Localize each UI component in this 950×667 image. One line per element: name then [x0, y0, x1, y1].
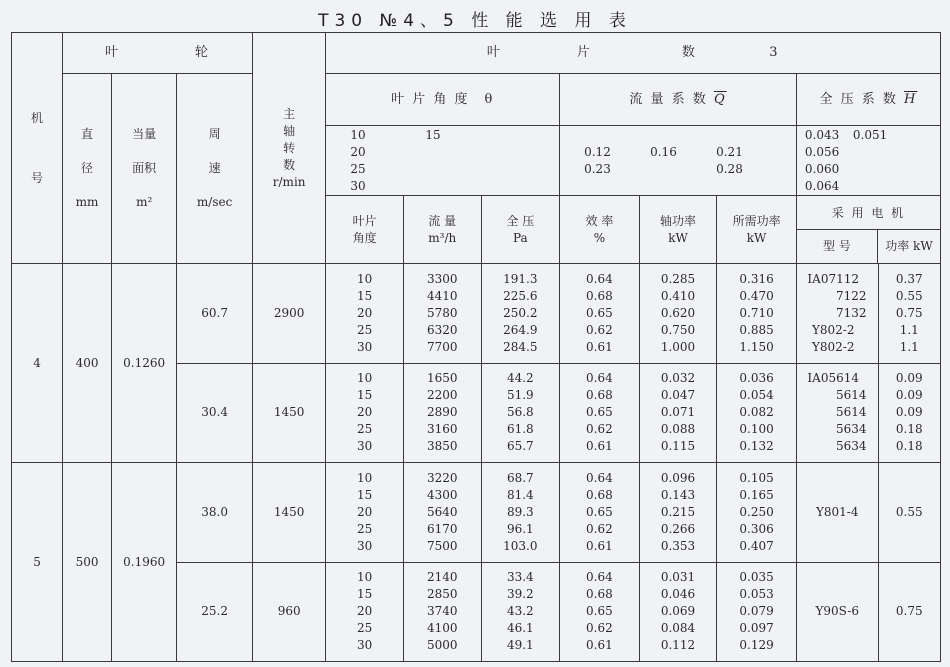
coef-row: [805, 161, 937, 195]
coef-value: 0.16: [650, 144, 677, 159]
header-yepianshu: [326, 33, 941, 74]
cell-zhousu: 38.0: [177, 463, 253, 562]
coef-value: 20: [350, 144, 366, 159]
cell-eff-value: 0.61: [586, 439, 613, 454]
header-jiaodu: 叶 片 角 度 θ: [326, 73, 560, 126]
cell-eff-value: 0.64: [586, 371, 613, 386]
cell-flow-value: 5780: [426, 306, 458, 320]
cell-eff: [560, 463, 640, 562]
cell-shaft-value: 0.088: [660, 422, 696, 437]
cell-req-value: 0.470: [739, 289, 774, 303]
cell-angle-value: 15: [357, 487, 373, 502]
cell-shaft-value: 0.215: [660, 504, 696, 519]
cell-flow-value: 4100: [426, 621, 458, 636]
coef-value: 0.051: [852, 127, 888, 142]
cell-req-value: 0.250: [739, 504, 774, 519]
cell-angle-value: 25: [357, 621, 373, 636]
cell-motor-kw: 0.55: [878, 463, 940, 562]
cell-jihao: 5: [12, 463, 63, 662]
dianji-label: 采 用 电 机: [797, 197, 940, 230]
zhousu-line: 周: [208, 127, 221, 142]
cell-angle-value: 10: [357, 570, 373, 585]
performance-table: [11, 32, 941, 662]
cell-shaft-value: 0.047: [660, 388, 696, 403]
cell-pressure-value: 39.2: [506, 587, 534, 602]
xinghao-label: 型 号: [797, 230, 878, 263]
cell-shaft-value: 0.410: [660, 289, 696, 303]
cell-flow-value: 4300: [426, 487, 458, 502]
cell-eff-value: 0.62: [586, 621, 613, 636]
cell-flow-value: 3850: [426, 439, 458, 454]
cell-shaft-value: 0.069: [660, 604, 696, 619]
cell-motor-value: 7122: [836, 289, 867, 303]
coef-row: [805, 127, 937, 161]
cell-motor-value: Y802-2: [811, 340, 855, 354]
cell-pressure-value: 89.3: [506, 504, 534, 519]
cell-motor-value: 5634: [836, 422, 867, 437]
cell-flow-value: 2850: [426, 587, 458, 602]
coef-value: 25: [350, 161, 366, 176]
cell-flow-value: 3220: [426, 470, 458, 485]
cell-pressure-value: 56.8: [506, 405, 534, 420]
cell-pressure: [481, 562, 560, 661]
cell-pressure-value: 44.2: [506, 371, 534, 386]
col-zhougonglv: [639, 196, 717, 264]
cell-req-value: 0.132: [739, 439, 774, 454]
coef-row: [350, 127, 556, 161]
cell-req-value: 0.036: [739, 371, 774, 386]
cell-zhuanshu: 1450: [252, 463, 325, 562]
cell-mianji: 0.1960: [112, 463, 177, 662]
cell-shaft: [639, 363, 717, 462]
zhuanshu-line: r/min: [272, 174, 306, 189]
cell-shaft-value: 0.096: [660, 470, 696, 485]
cell-motor-kw-value: 0.09: [895, 405, 923, 420]
header-jihao: [12, 33, 63, 264]
cell-motor-kw-value: 1.1: [899, 323, 919, 337]
cell-motor-kw-value: 0.09: [895, 371, 923, 386]
cell-angle-value: 10: [357, 470, 373, 485]
cell-angle-value: 20: [357, 604, 373, 619]
zhijing-line: 直: [81, 127, 94, 142]
cell-angle: [326, 463, 404, 562]
cell-flow-value: 3160: [426, 422, 458, 437]
zhousu-line: m/sec: [196, 195, 233, 210]
cell-shaft-value: 0.115: [660, 439, 696, 454]
cell-shaft-value: 1.000: [660, 340, 696, 354]
col-dianji: [796, 196, 940, 264]
cell-eff-value: 0.68: [586, 289, 613, 303]
zhuanshu-line: 数: [283, 157, 296, 172]
header-yelun: 叶 轮: [63, 33, 253, 74]
cell-shaft-value: 0.071: [660, 405, 696, 420]
cell-angle-value: 10: [357, 272, 373, 286]
cell-req-value: 0.129: [739, 638, 774, 653]
cell-zhuanshu: 2900: [252, 264, 325, 363]
cell-motor: Y90S-6: [796, 562, 878, 661]
cell-motor-value: 5614: [836, 405, 867, 420]
cell-pressure-value: 103.0: [503, 538, 538, 553]
coef-value: 0.043: [804, 127, 840, 142]
cell-motor-value: IA07112: [807, 272, 860, 286]
cell-shaft: [639, 562, 717, 661]
quanya-xishu-label: 全 压 系 数: [819, 91, 898, 107]
cell-motor-kw-value: 0.09: [895, 388, 923, 403]
cell-angle: [326, 264, 404, 363]
cell-angle-value: 15: [357, 587, 373, 602]
coef-value: 15: [425, 127, 441, 142]
cell-angle-value: 20: [357, 306, 373, 320]
col-liuliang: [403, 196, 481, 264]
mianji-line: m²: [136, 195, 153, 210]
col-jiaodu-line: 叶片: [352, 213, 377, 228]
liuliang-xishu-label: 流 量 系 数: [629, 91, 708, 107]
col-quanya: [481, 196, 560, 264]
cell-eff-value: 0.61: [586, 538, 613, 553]
cell-flow-value: 3740: [426, 604, 458, 619]
cell-flow-value: 2140: [426, 570, 458, 585]
cell-eff-value: 0.62: [586, 521, 613, 536]
cell-pressure-value: 43.2: [506, 604, 534, 619]
cell-flow-value: 2200: [426, 388, 458, 403]
cell-angle-value: 30: [357, 439, 373, 454]
cell-req-value: 0.407: [739, 538, 774, 553]
table-body: [12, 264, 941, 662]
cell-shaft-value: 0.084: [660, 621, 696, 636]
col-jiaodu: [326, 196, 404, 264]
cell-flow-value: 7700: [426, 340, 458, 354]
cell-req: [717, 562, 797, 661]
cell-motor-kw: [878, 264, 940, 363]
page-title: T30 №4、5 性 能 选 用 表: [318, 11, 632, 31]
cell-pressure: [481, 363, 560, 462]
col-xiaolv: [560, 196, 640, 264]
cell-zhousu: 25.2: [177, 562, 253, 661]
cell-pressure-value: 96.1: [506, 521, 534, 536]
col-zhougonglv-line: 轴功率: [659, 213, 696, 228]
cell-eff: [560, 264, 640, 363]
cell-motor-kw: 0.75: [878, 562, 940, 661]
cell-flow-value: 1650: [426, 371, 458, 386]
yepianshu-label: 叶 片 数: [486, 45, 697, 61]
col-suoxu: [717, 196, 797, 264]
cell-zhuanshu: 1450: [252, 363, 325, 462]
zhousu-line: 速: [208, 161, 221, 176]
cell-req-value: 0.097: [739, 621, 774, 636]
cell-shaft-value: 0.143: [660, 487, 696, 502]
zhijing-line: mm: [75, 195, 99, 210]
cell-angle-value: 10: [357, 371, 373, 386]
cell-shaft-value: 0.046: [660, 587, 696, 602]
cell-motor-value: Y802-2: [811, 323, 855, 337]
cell-shaft-value: 0.032: [660, 371, 696, 386]
cell-angle-value: 25: [357, 521, 373, 536]
cell-angle: [326, 562, 404, 661]
table-row: [12, 264, 941, 363]
cell-flow: [403, 363, 481, 462]
coef-row: [584, 161, 793, 178]
cell-zhousu: 30.4: [177, 363, 253, 462]
cell-motor-kw-value: 0.55: [895, 289, 923, 303]
cell-pressure: [481, 264, 560, 363]
zhuanshu-line: 主: [283, 106, 296, 121]
cell-shaft: [639, 463, 717, 562]
cell-zhuanshu: 960: [252, 562, 325, 661]
cell-angle-value: 20: [357, 405, 373, 420]
header-zhijing: [63, 73, 112, 264]
cell-pressure-value: 250.2: [503, 306, 538, 320]
cell-eff-value: 0.65: [586, 604, 613, 619]
cell-flow-value: 6320: [426, 323, 458, 337]
cell-angle-value: 15: [357, 388, 373, 403]
cell-motor-kw-value: 0.18: [895, 422, 923, 437]
yepianshu-value: 3: [769, 45, 780, 61]
cell-motor-kw-value: 0.18: [895, 439, 923, 454]
cell-flow-value: 6170: [426, 521, 458, 536]
col-liuliang-line: 流 量: [428, 213, 457, 228]
coef-value: 30: [350, 178, 366, 193]
cell-eff-value: 0.62: [586, 323, 613, 337]
coef-flow: [560, 126, 797, 196]
cell-eff-value: 0.65: [586, 405, 613, 420]
cell-angle-value: 25: [357, 422, 373, 437]
cell-motor-kw-value: 0.37: [895, 272, 923, 286]
col-liuliang-line: m³/h: [428, 230, 457, 245]
cell-eff-value: 0.61: [586, 340, 613, 354]
cell-zhousu: 60.7: [177, 264, 253, 363]
cell-flow-value: 5640: [426, 504, 458, 519]
col-xiaolv-line: %: [593, 230, 606, 245]
cell-motor-kw: [878, 363, 940, 462]
mianji-line: 面积: [132, 161, 157, 176]
cell-motor-value: 7132: [836, 306, 867, 320]
cell-req-value: 0.105: [739, 470, 774, 485]
cell-req-value: 0.306: [739, 521, 774, 536]
coef-value: 0.21: [716, 144, 743, 159]
cell-flow-value: 7500: [426, 538, 458, 553]
cell-pressure: [481, 463, 560, 562]
col-suoxu-line: 所需功率: [732, 213, 781, 228]
cell-motor: [796, 363, 878, 462]
coef-row: [584, 144, 793, 161]
zhuanshu-line: 轴: [283, 123, 296, 138]
cell-shaft-value: 0.031: [660, 570, 696, 585]
cell-flow-value: 2890: [426, 405, 458, 420]
cell-eff-value: 0.65: [586, 306, 613, 320]
coef-row: [350, 161, 556, 195]
cell-req-value: 0.079: [739, 604, 774, 619]
cell-flow-value: 3300: [426, 272, 458, 286]
cell-pressure-value: 51.9: [506, 388, 534, 403]
cell-motor-value: 5634: [836, 439, 867, 454]
cell-pressure-value: 49.1: [506, 638, 534, 653]
cell-eff: [560, 562, 640, 661]
cell-eff-value: 0.64: [586, 272, 613, 286]
cell-pressure-value: 61.8: [506, 422, 534, 437]
col-jiaodu-line: 角度: [352, 230, 377, 245]
cell-eff-value: 0.68: [586, 388, 613, 403]
cell-angle-value: 30: [357, 340, 373, 354]
cell-shaft-value: 0.750: [660, 323, 696, 337]
cell-req: [717, 363, 797, 462]
cell-angle-value: 30: [357, 538, 373, 553]
cell-motor-value: 5614: [836, 388, 867, 403]
cell-angle: [326, 363, 404, 462]
cell-req-value: 0.035: [739, 570, 774, 585]
header-mianji: [112, 73, 177, 264]
cell-flow-value: 5000: [426, 638, 458, 653]
cell-eff-value: 0.68: [586, 587, 613, 602]
cell-eff: [560, 363, 640, 462]
cell-angle-value: 15: [357, 289, 373, 303]
cell-req: [717, 264, 797, 363]
cell-zhijing: 400: [63, 264, 112, 463]
cell-shaft-value: 0.285: [660, 272, 696, 286]
coef-value: 0.060: [804, 161, 840, 176]
cell-motor: [796, 264, 878, 363]
cell-eff-value: 0.62: [586, 422, 613, 437]
cell-eff-value: 0.65: [586, 504, 613, 519]
cell-motor-kw-value: 0.75: [895, 306, 923, 320]
cell-angle-value: 25: [357, 323, 373, 337]
cell-req-value: 0.710: [739, 306, 774, 320]
coef-value: 0.056: [804, 144, 840, 159]
cell-shaft-value: 0.353: [660, 538, 696, 553]
cell-eff-value: 0.64: [586, 470, 613, 485]
cell-shaft-value: 0.266: [660, 521, 696, 536]
cell-eff-value: 0.61: [586, 638, 613, 653]
jihao-line: 号: [31, 171, 44, 186]
liuliang-symbol: $\overline{Q}$: [713, 91, 727, 107]
cell-motor-value: IA05614: [807, 371, 860, 386]
cell-req-value: 0.100: [739, 422, 774, 437]
cell-flow: [403, 264, 481, 363]
cell-shaft-value: 0.620: [660, 306, 696, 320]
col-suoxu-line: kW: [746, 230, 767, 245]
cell-angle-value: 30: [357, 638, 373, 653]
cell-motor: Y801-4: [796, 463, 878, 562]
cell-req-value: 0.885: [739, 323, 774, 337]
cell-pressure-value: 68.7: [506, 470, 534, 485]
col-quanya-line: Pa: [512, 230, 528, 245]
cell-flow: [403, 562, 481, 661]
coef-value: 0.23: [584, 161, 611, 176]
header-liuliang-xishu: [560, 73, 797, 126]
cell-pressure-value: 81.4: [506, 487, 534, 502]
cell-pressure-value: 284.5: [503, 340, 538, 354]
gonglv-label: 功率 kW: [885, 238, 933, 253]
cell-req-value: 0.316: [739, 272, 774, 286]
coef-value: 10: [350, 127, 366, 142]
cell-shaft-value: 0.112: [660, 638, 696, 653]
cell-pressure-value: 46.1: [506, 621, 534, 636]
cell-pressure-value: 264.9: [503, 323, 538, 337]
col-zhougonglv-line: kW: [668, 230, 688, 245]
cell-flow-value: 4410: [426, 289, 458, 303]
col-xiaolv-line: 效 率: [585, 213, 614, 228]
cell-req-value: 0.054: [739, 388, 774, 403]
mianji-line: 当量: [132, 127, 157, 142]
cell-pressure-value: 65.7: [506, 439, 534, 454]
cell-req-value: 0.053: [739, 587, 774, 602]
cell-req-value: 1.150: [739, 340, 774, 354]
col-quanya-line: 全 压: [506, 213, 535, 228]
quanya-symbol: $\overline{H}$: [904, 91, 918, 107]
zhijing-line: 径: [81, 161, 94, 176]
cell-jihao: 4: [12, 264, 63, 463]
cell-angle-value: 20: [357, 504, 373, 519]
cell-req-value: 0.082: [739, 405, 774, 420]
jihao-line: 机: [31, 111, 44, 126]
cell-motor-kw-value: 1.1: [899, 340, 919, 354]
cell-pressure-value: 191.3: [503, 272, 538, 286]
coef-value: 0.28: [716, 161, 743, 176]
cell-req: [717, 463, 797, 562]
cell-flow: [403, 463, 481, 562]
table-row: [12, 463, 941, 562]
cell-mianji: 0.1260: [112, 264, 177, 463]
header-zhuanshu: [252, 33, 325, 264]
cell-zhijing: 500: [63, 463, 112, 662]
coef-value: 0.064: [804, 178, 840, 193]
cell-eff-value: 0.68: [586, 487, 613, 502]
cell-pressure-value: 33.4: [506, 570, 534, 585]
cell-req-value: 0.165: [739, 487, 774, 502]
cell-pressure-value: 225.6: [503, 289, 538, 303]
cell-shaft: [639, 264, 717, 363]
header-zhousu: [177, 73, 253, 264]
zhuanshu-line: 转: [283, 140, 296, 155]
coef-pressure: [796, 126, 940, 196]
coef-value: 0.12: [584, 144, 611, 159]
cell-eff-value: 0.64: [586, 570, 613, 585]
header-quanya-xishu: [796, 73, 940, 126]
coef-angles: [326, 126, 560, 196]
